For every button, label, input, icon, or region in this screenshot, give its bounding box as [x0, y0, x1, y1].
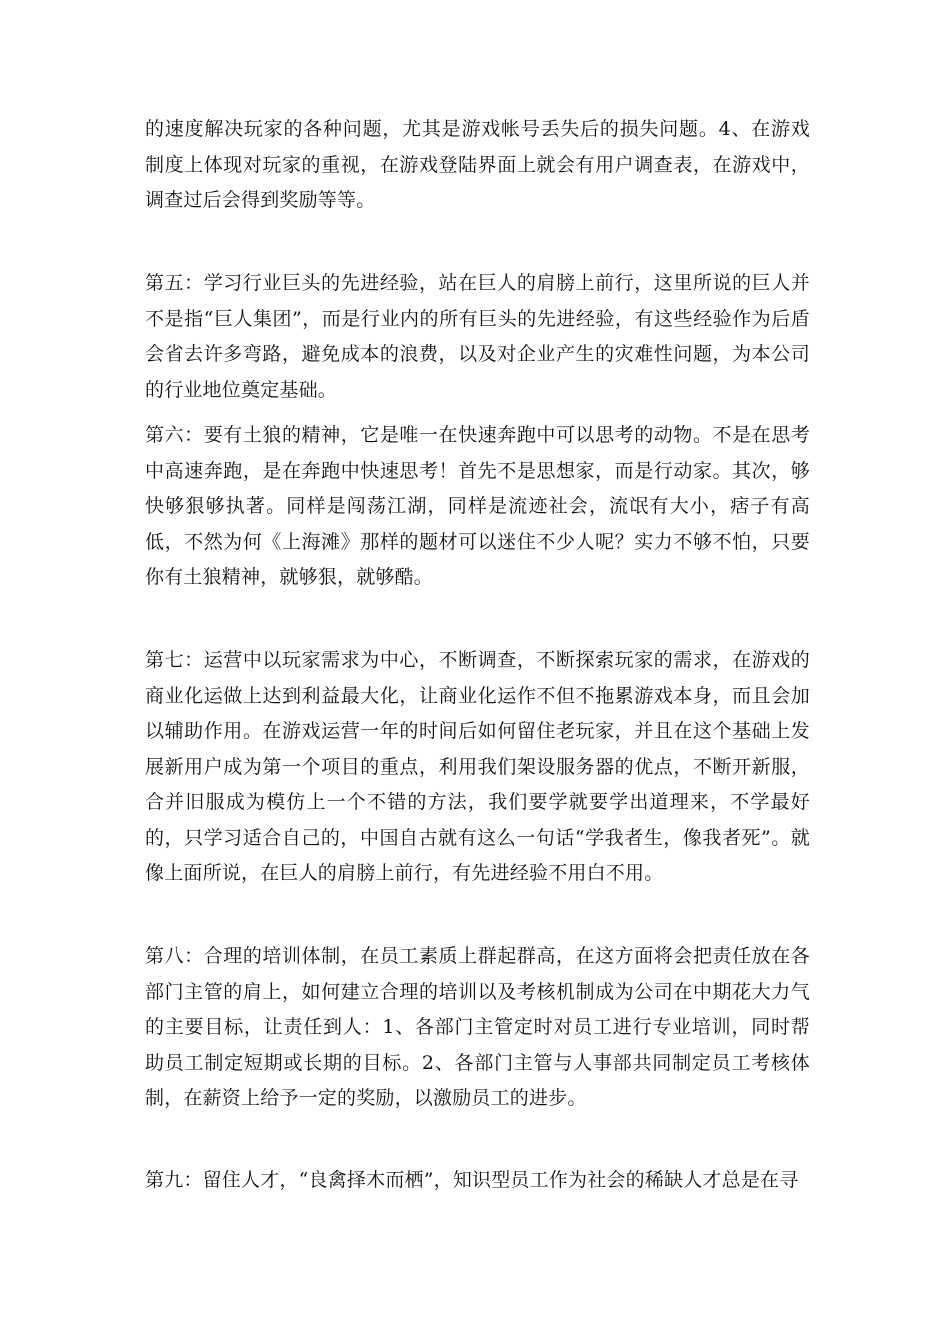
paragraph-seventh-point: 第七：运营中以玩家需求为中心，不断调查，不断探索玩家的需求，在游戏的商业化运做上达到利益最大化，让商业化运作不但不拖累游戏本身，而且会加以辅助作用。在游戏运营一年的时间后如何留住老玩家，并且在这个基础上发展新用户成为第一个项目的重点，利用我们架设服务器的优点，不断开新服，合并旧服成为模仿上一个不错的方法，我们要学就要学出道理来，不学最好的，只学习适合自己的，中国自古就有这么一句话“学我者生，像我者死”。就像上面所说，在巨人的肩膀上前行，有先进经验不用白不用。	[145, 649, 810, 884]
paragraph-eighth-point: 第八：合理的培训体制，在员工素质上群起群高，在这方面将会把责任放在各部门主管的肩上，如何建立合理的培训以及考核机制成为公司在中期花大力气的主要目标，让责任到人：1、各部门主管定时对员工进行专业培训，同时帮助员工制定短期或长期的目标。2、各部门主管与人事部共同制定员工考核体制，在薪资上给予一定的奖励，以激励员工的进步。	[145, 945, 810, 1109]
paragraph-customer-service: 的速度解决玩家的各种问题，尤其是游戏帐号丢失后的损失问题。4、在游戏制度上体现对玩家的重视，在游戏登陆界面上就会有用户调查表，在游戏中，调查过后会得到奖励等等。	[145, 118, 810, 211]
paragraph-ninth-point: 第九：留住人才，“良禽择木而栖”，知识型员工作为社会的稀缺人才总是在寻	[145, 1169, 799, 1191]
paragraph-sixth-point: 第六：要有土狼的精神，它是唯一在快速奔跑中可以思考的动物。不是在思考中高速奔跑，是在奔跑中快速思考！首先不是思想家，而是行动家。其次，够快够狠够执著。同样是闯荡江湖，同样是流迹社会，流氓有大小，痞子有高低，不然为何《上海滩》那样的题材可以迷住不少人呢？实力不够不怕，只要你有土狼精神，就够狠，就够酷。	[145, 424, 810, 588]
paragraph-fifth-point: 第五：学习行业巨头的先进经验，站在巨人的肩膀上前行，这里所说的巨人并不是指“巨人集团”，而是行业内的所有巨头的先进经验，有这些经验作为后盾会省去许多弯路，避免成本的浪费，以及对企业产生的灾难性问题，为本公司的行业地位奠定基础。	[145, 272, 810, 401]
